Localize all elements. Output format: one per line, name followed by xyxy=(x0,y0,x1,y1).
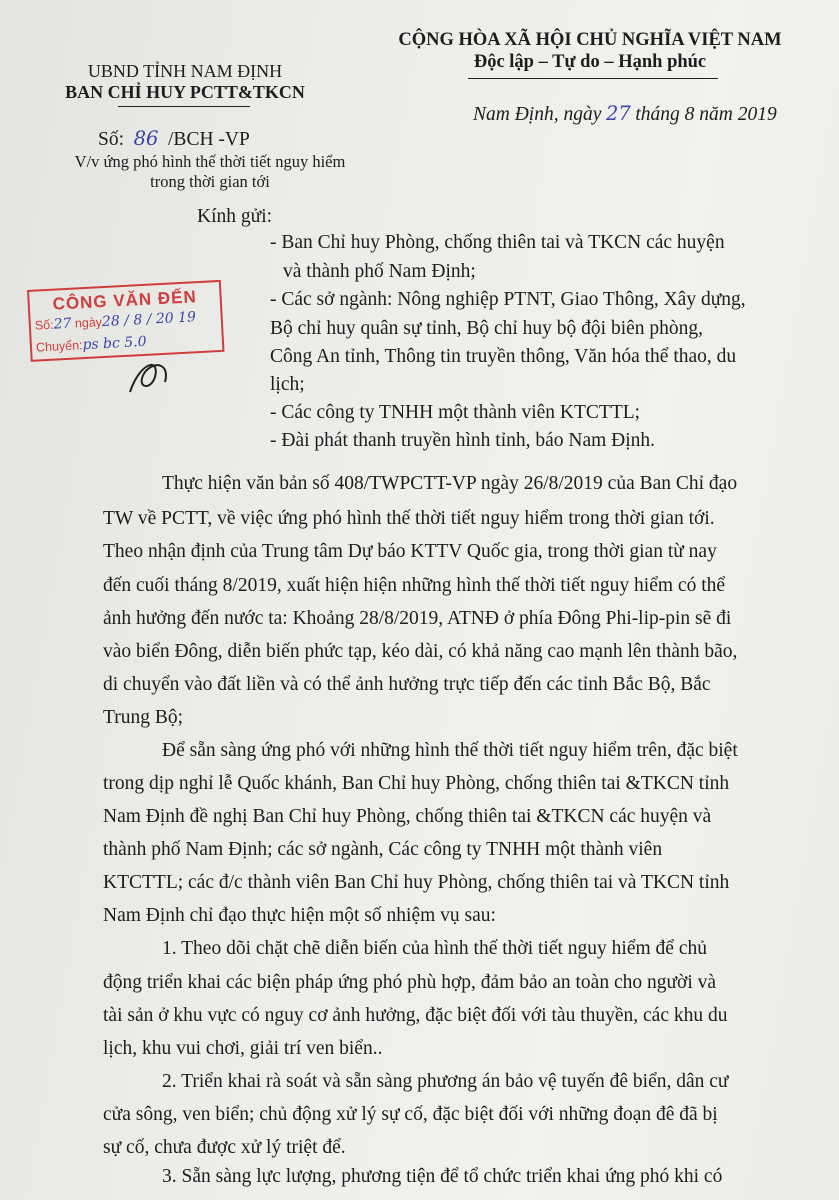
body-line: đến cuối tháng 8/2019, xuất hiện hiện những hình thế thời tiết nguy hiểm có thể xyxy=(103,575,726,596)
body-line: trong dịp nghỉ lễ Quốc khánh, Ban Chỉ huy Phòng, chống thiên tai &TKCN tỉnh xyxy=(103,773,730,794)
body-line: Nam Định đề nghị Ban Chỉ huy Phòng, chống thiên tai &TKCN các huyện và xyxy=(103,806,712,827)
body-line: sự cố, chưa được xử lý triệt để. xyxy=(103,1137,346,1158)
stamp-forward-row: Chuyển:ps bc 5.0 xyxy=(35,333,147,355)
country-name: CỘNG HÒA XÃ HỘI CHỦ NGHĨA VIỆT NAM xyxy=(398,30,782,50)
body-line: Trung Bộ; xyxy=(103,707,184,728)
body-line: tài sản ở khu vực có nguy cơ ảnh hưởng, đặc biệt đối với tàu thuyền, các khu du xyxy=(103,1005,728,1026)
body-line: Nam Định chỉ đạo thực hiện một số nhiệm vụ sau: xyxy=(103,905,496,926)
body-line: vào biển Đông, diễn biến phức tạp, kéo dài, có khả năng cao mạnh lên thành bão, xyxy=(103,641,738,662)
recipient-line: - Ban Chỉ huy Phòng, chống thiên tai và TKCN các huyện xyxy=(270,232,725,253)
body-line: cửa sông, ven biển; chủ động xử lý sự cố, đặc biệt đối với những đoạn đê đã bị xyxy=(103,1104,718,1125)
recipient-line: Công An tỉnh, Thông tin truyền thông, Văn hóa thể thao, du xyxy=(270,346,737,367)
body-line: lịch, khu vui chơi, giải trí ven biển.. xyxy=(103,1038,383,1059)
stamp-title: CÔNG VĂN ĐẾN xyxy=(52,287,198,314)
subject-line-1: V/v ứng phó hình thế thời tiết nguy hiểm xyxy=(74,152,346,171)
recipient-line: - Đài phát thanh truyền hình tỉnh, báo Nam Định. xyxy=(270,430,656,451)
recipient-line: - Các công ty TNHH một thành viên KTCTTL; xyxy=(270,402,641,423)
body-line: Thực hiện văn bản số 408/TWPCTT-VP ngày 26/8/2019 của Ban Chỉ đạo xyxy=(162,473,738,494)
body-line: ảnh hưởng đến nước ta: Khoảng 28/8/2019, ATNĐ ở phía Đông Phi-lip-pin sẽ đi xyxy=(103,608,732,629)
recipient-line: và thành phố Nam Định; xyxy=(283,261,476,282)
recipient-line: lịch; xyxy=(270,374,305,395)
body-line: di chuyển vào đất liền và có thể ảnh hưởng trực tiếp đến các tỉnh Bắc Bộ, Bắc xyxy=(103,674,711,695)
body-line: động triển khai các biện pháp ứng phó phù hợp, đảm bảo an toàn cho người và xyxy=(103,972,717,993)
stamp-number-row: Số:27 ngày28 / 8 / 20 19 xyxy=(34,309,197,333)
recipient-line: Bộ chỉ huy quân sự tỉnh, Bộ chỉ huy bộ đội biên phòng, xyxy=(270,318,704,339)
date-day-handwritten: 27 xyxy=(605,102,631,125)
motto: Độc lập – Tự do – Hạnh phúc xyxy=(473,52,707,72)
document-number: Số: 86 /BCH -VP xyxy=(98,127,250,150)
motto-underline xyxy=(468,78,718,79)
agency-parent: UBND TỈNH NAM ĐỊNH xyxy=(87,61,283,81)
body-line: Để sẵn sàng ứng phó với những hình thế thời tiết nguy hiểm trên, đặc biệt xyxy=(162,740,738,761)
body-line: KTCTTL; các đ/c thành viên Ban Chỉ huy Phòng, chống thiên tai và TKCN tỉnh xyxy=(103,872,730,893)
incoming-document-stamp xyxy=(27,280,225,362)
body-line: 3. Sẵn sàng lực lượng, phương tiện để tổ chức triển khai ứng phó khi có xyxy=(162,1166,723,1187)
document-number-handwritten: 86 xyxy=(133,127,159,150)
body-line: Theo nhận định của Trung tâm Dự báo KTTV Quốc gia, trong thời gian từ nay xyxy=(103,541,717,562)
signature-scribble xyxy=(120,352,180,402)
recipient-line: - Các sở ngành: Nông nghiệp PTNT, Giao Thông, Xây dựng, xyxy=(270,289,746,310)
agency-underline xyxy=(118,106,250,107)
body-line: thành phố Nam Định; các sở ngành, Các công ty TNHH một thành viên xyxy=(103,839,663,860)
body-line: 2. Triển khai rà soát và sẵn sàng phương án bảo vệ tuyến đê biển, dân cư xyxy=(162,1071,729,1092)
body-line: 1. Theo dõi chặt chẽ diễn biến của hình thế thời tiết nguy hiểm để chủ xyxy=(162,938,707,959)
agency-name: BAN CHỈ HUY PCTT&TKCN xyxy=(65,82,305,102)
document-date: Nam Định, ngày 27 tháng 8 năm 2019 xyxy=(473,102,777,125)
greeting: Kính gửi: xyxy=(197,206,273,227)
body-line: TW về PCTT, về việc ứng phó hình thế thời tiết nguy hiểm trong thời gian tới. xyxy=(103,508,715,529)
subject-line-2: trong thời gian tới xyxy=(150,172,270,191)
